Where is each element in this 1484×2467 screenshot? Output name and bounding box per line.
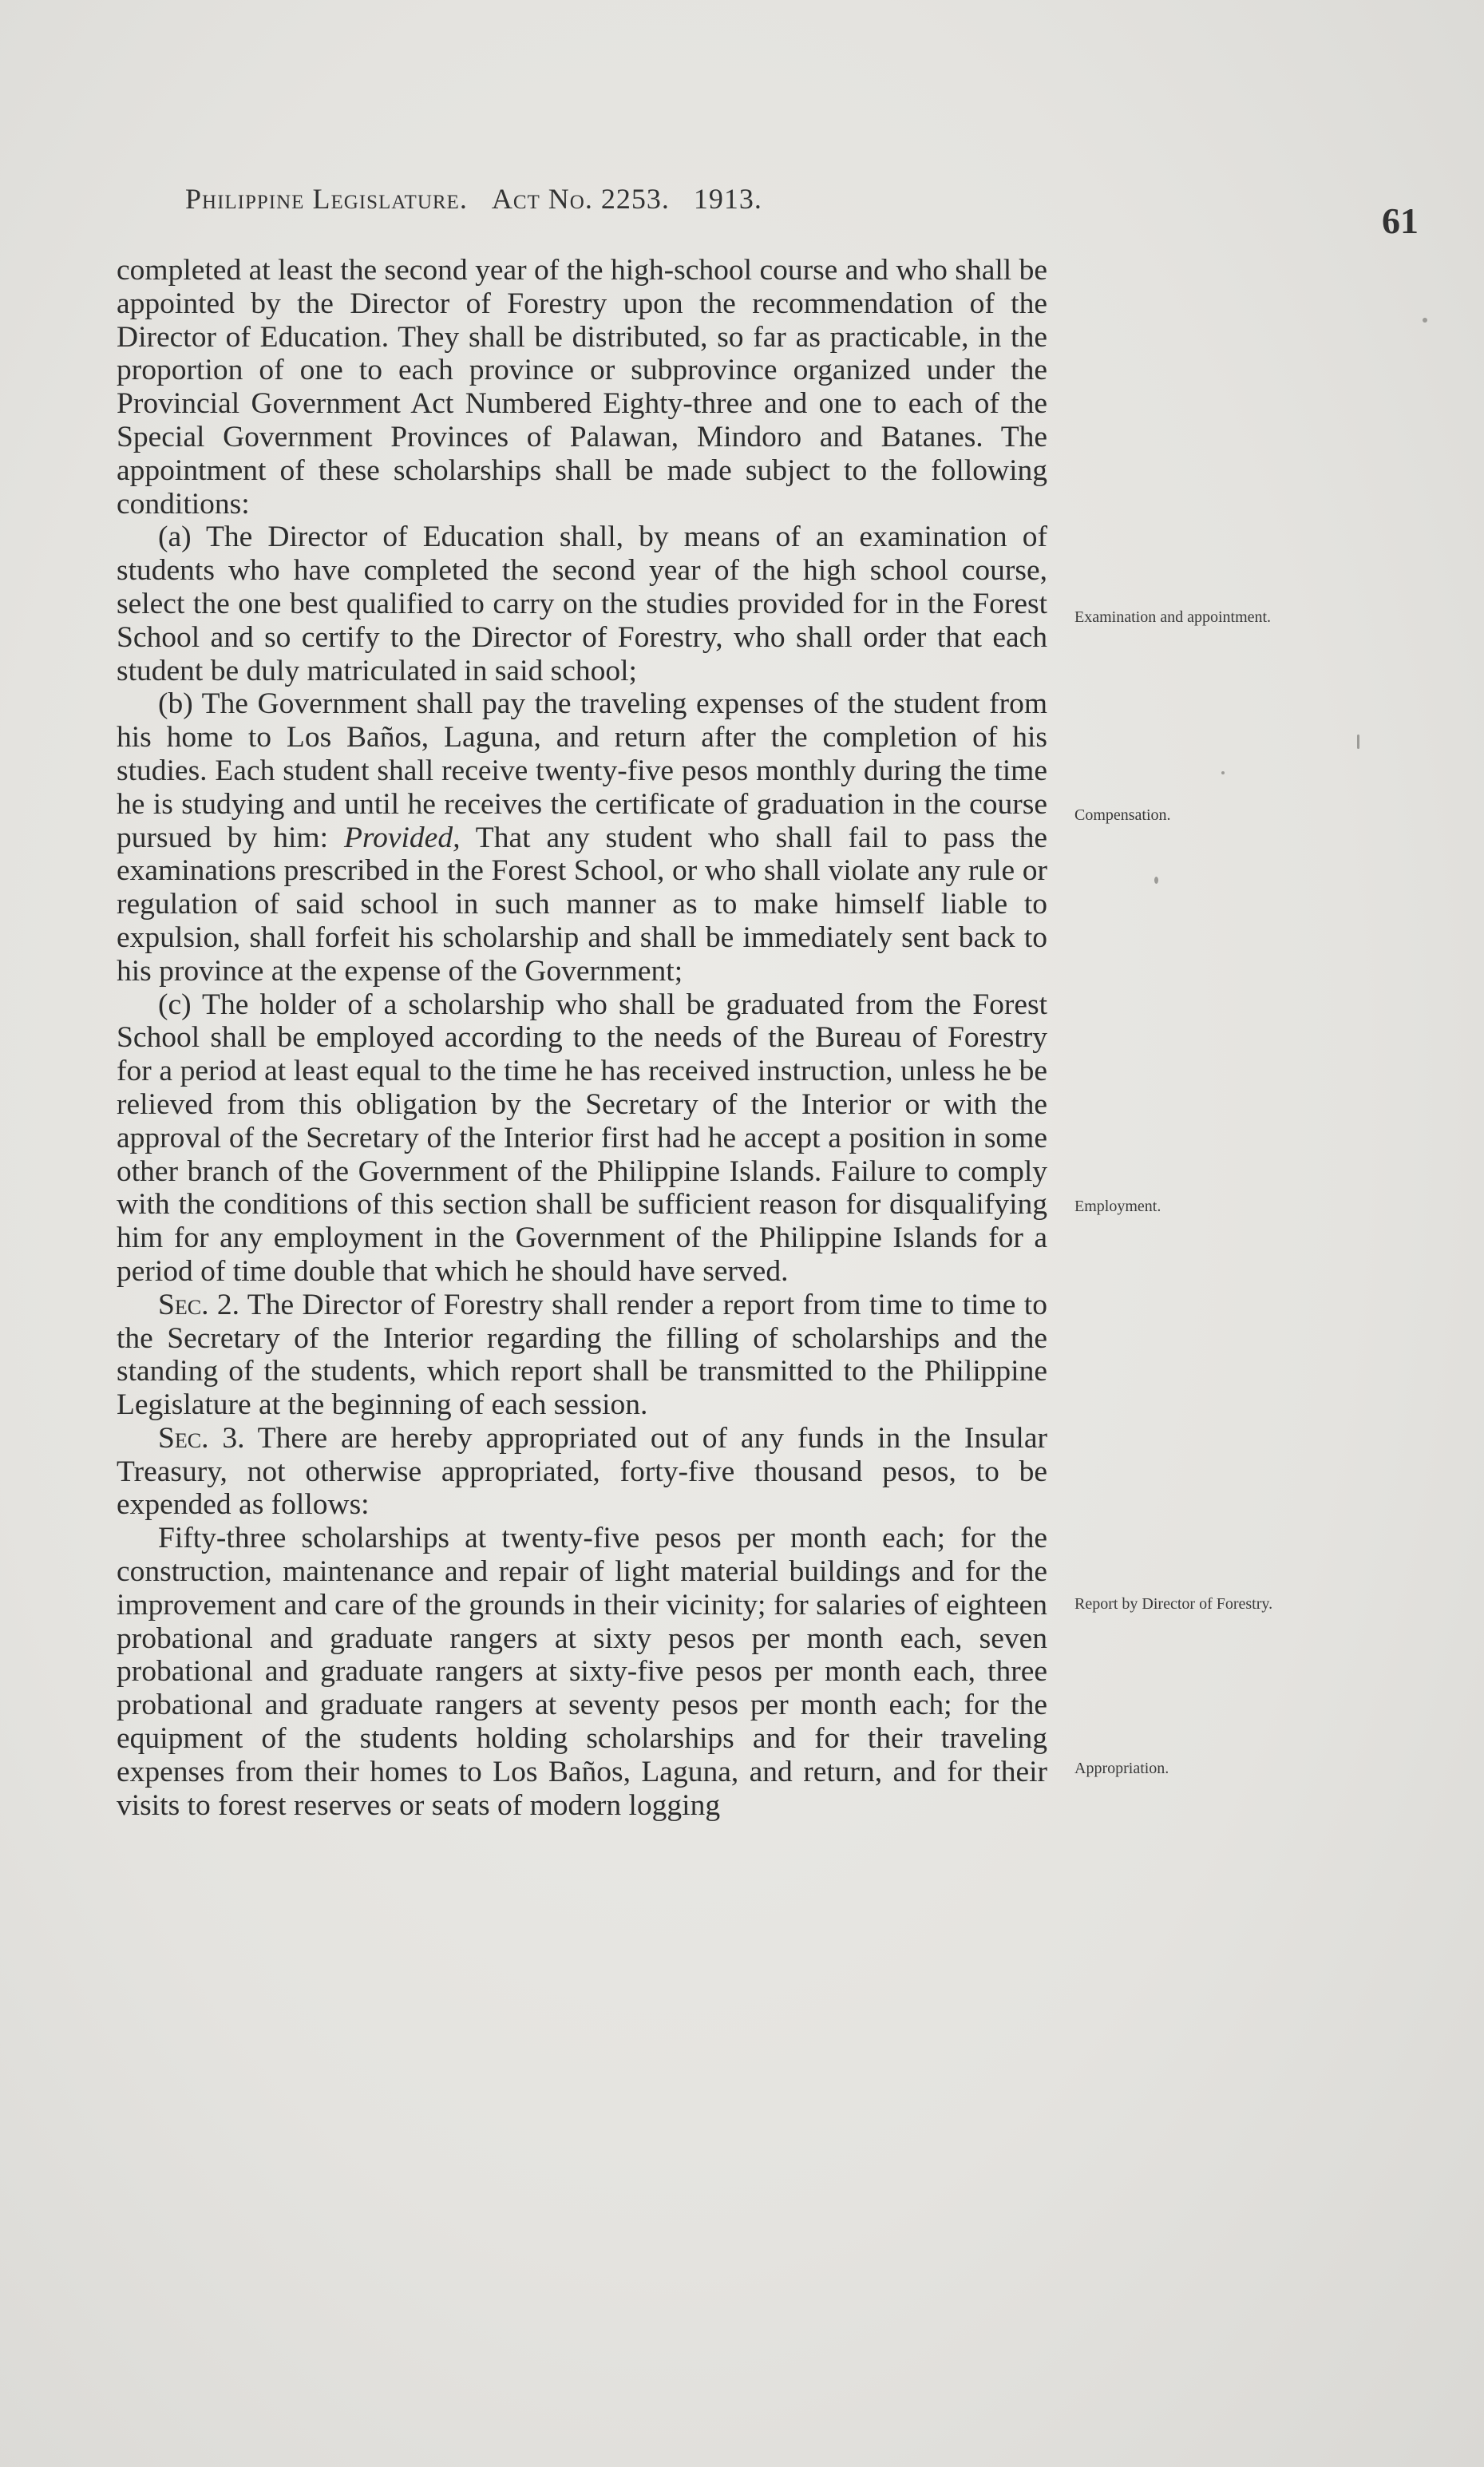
paragraph-conditions: completed at least the second year of the high-school course and who shall be appointed by the Director of Forestry upon the recommendation of the Director of Education. They shall be distributed, so far as practicable, in the proportion of one to each province or subprovince organized under the Provincial Government Act Numbered Eighty-three and one to each of the Special Government Provinces of Palawan, Mindoro and Batanes. The appointment of these scholarships shall be made subject to the following conditions: [117,254,1047,521]
margin-note-employment: Employment. [1074,1198,1161,1215]
paper-speck [1357,735,1359,749]
sec-2-text: The Director of Forestry shall render a report from time to time to the Secretary of the Interior regarding the filling of scholarships and the standing of the students, which report shall be transmitted to the Philippine Legislature at the beginning of each session. [117,1288,1047,1422]
running-head-legislature: Philippine Legislature. [185,183,468,215]
paper-speck [1154,877,1158,884]
sec-3-label: Sec. 3. [158,1421,245,1455]
paragraph-a: (a) The Director of Education shall, by means of an examination of students who have completed the second year of the high school course, select the one best qualified to carry on the studies provided for in the Forest School and so certify to the Director of Forestry, who shall order that each student be duly matriculated in said school; [117,521,1047,687]
page-number: 61 [1382,200,1419,241]
paragraph-b-text-1: (b) The Government shall pay the traveling expenses of the student from his home to Los Baños, Laguna, and return after the completion of his studies. Each student shall receive twenty-five pesos monthly during the time he is studying and until he receives the certificate of graduation in the course pursued by him: [117,687,1047,854]
paragraph-sec-2 [117,1289,1047,1422]
running-head [185,182,762,216]
body-text [117,254,1047,1822]
paragraph-sec-3 [117,1422,1047,1522]
sec-2-label: Sec. 2. [158,1288,240,1321]
sec-3-text: There are hereby appropriated out of any funds in the Insular Treasury, not otherwise appropriated, forty-five thousand pesos, to be expended as follows: [117,1421,1047,1522]
margin-note-examination: Examination and appointment. [1074,608,1272,626]
paragraph-c: (c) The holder of a scholarship who shall be graduated from the Forest School shall be employed according to the needs of the Bureau of Forestry for a period at least equal to the time he has received instruction, unless he be relieved from this obligation by the Secretary of the Interior or with the approval of the Secretary of the Interior first had he accept a position in some other branch of the Government of the Philippine Islands. Failure to comply with the conditions of this section shall be sufficient reason for disqualifying him for any employment in the Government of the Philippine Islands for a period of time double that which he should have served. [117,988,1047,1288]
running-head-year: 1913. [693,183,762,215]
running-head-act: Act No. 2253. [491,183,670,215]
paper-speck [1423,318,1427,323]
paragraph-b-proviso: Provided, [344,821,461,854]
paper-speck [1221,771,1225,774]
paragraph-b [117,687,1047,988]
margin-note-report: Report by Director of Forestry. [1074,1595,1273,1613]
margin-note-compensation: Compensation. [1074,806,1171,824]
paragraph-b-text-2: That any student who shall fail to pass the examinations prescribed in the Forest School, or who shall violate any rule or regulation of said school in such manner as to make himself liable to expulsion, shall forfeit his scholarship and shall be immediately sent back to his province at the expense of the Government; [117,821,1048,988]
margin-note-appropriation: Appropriation. [1074,1760,1169,1777]
paragraph-appropriation-items: Fifty-three scholarships at twenty-five pesos per month each; for the construction, maintenance and repair of light material buildings and for the improvement and care of the grounds in their vicinity; for salaries of eighteen probational and graduate rangers at sixty pesos per month each, seven probational and graduate rangers at sixty-five pesos per month each, three probational and graduate rangers at seventy pesos per month each; for the equipment of the students holding scholarships and for their traveling expenses from their homes to Los Baños, Laguna, and return, and for their visits to forest reserves or seats of modern logging [117,1522,1047,1822]
